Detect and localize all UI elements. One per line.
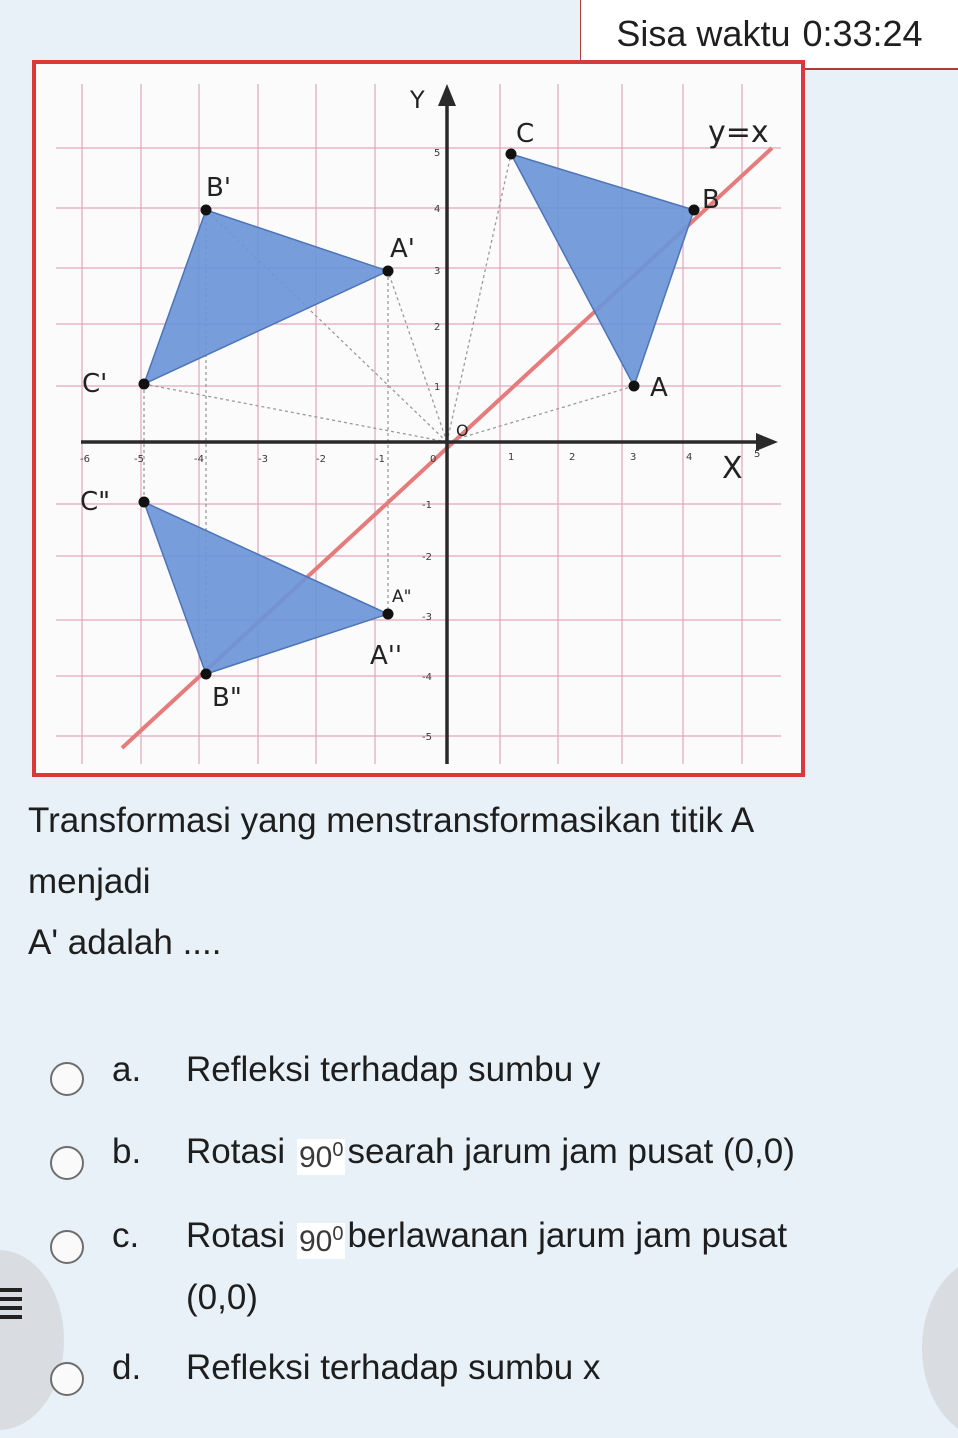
y-tick-label: -3 [422,612,432,623]
y-tick-label: -4 [422,672,432,683]
option-text [186,1216,787,1259]
point-label-c: C [516,119,535,149]
degree-value: $90^0$ [298,1139,344,1174]
x-tick-label: -4 [194,454,204,465]
x-tick-label: -1 [375,454,385,465]
question-figure [32,60,805,777]
point-label-b2: B" [212,683,242,713]
radio-option-a[interactable] [50,1062,84,1096]
x-tick-label: 1 [508,452,515,463]
option-letter: d. [112,1348,142,1387]
point-b [689,205,700,216]
option-text-pre: Rotasi [186,1132,286,1171]
x-tick-label: 0 [430,454,437,465]
option-letter: c. [112,1216,140,1255]
point-label-a2: A'' [370,641,403,671]
y-tick-label: 4 [434,204,441,215]
point-a2 [383,609,394,620]
point-label-a2-small: A" [392,587,412,607]
x-tick-label: -2 [316,454,326,465]
option-text [186,1132,795,1175]
option-letter: a. [112,1050,142,1089]
x-tick-label: 2 [569,452,576,463]
option-text-post: berlawanan jarum jam pusat [347,1216,788,1255]
option-c[interactable] [0,1208,958,1328]
option-d[interactable] [0,1340,958,1410]
y-tick-label: -1 [422,500,432,511]
point-label-a: A [650,373,668,403]
timer-label: Sisa waktu [616,13,791,54]
point-a1 [383,266,394,277]
x-tick-label: 4 [686,452,693,463]
radio-option-c[interactable] [50,1230,84,1264]
point-label-b1: B' [206,173,231,203]
x-tick-label: -5 [134,454,144,465]
x-tick-label: -6 [80,454,90,465]
y-tick-label: 1 [434,382,441,393]
point-a [629,381,640,392]
triangle-abc [511,154,694,386]
option-letter: b. [112,1132,142,1171]
x-axis-label: X [722,451,743,486]
axes [81,99,764,764]
option-text: Refleksi terhadap sumbu y [186,1050,601,1089]
y-axis-arrow [438,84,456,106]
y-tick-label: 5 [434,148,441,159]
timer-value: 0:33:24 [802,13,923,54]
y-tick-label: -5 [422,732,432,743]
grid [56,84,781,764]
x-tick-label: 5 [754,449,761,460]
question-line-3: A' adalah .... [28,923,222,962]
option-text: Refleksi terhadap sumbu x [186,1348,601,1387]
origin-label: O [456,421,469,440]
triangle-a2b2c2 [144,502,388,674]
x-tick-label: -3 [258,454,268,465]
triangle-a1b1c1 [144,210,388,384]
option-a[interactable] [0,1040,958,1110]
x-tick-label: 3 [630,452,637,463]
option-text-pre: Rotasi [186,1216,286,1255]
option-text-post: searah jarum jam pusat (0,0) [347,1132,795,1171]
point-c [506,149,517,160]
point-b2 [201,669,212,680]
y-tick-label: -2 [422,552,432,563]
point-label-a1: A' [390,234,415,264]
question-text [28,790,928,973]
point-c1 [139,379,150,390]
point-label-b: B [702,185,720,215]
degree-value: $90^0$ [298,1223,344,1258]
option-b[interactable] [0,1124,958,1194]
y-axis-label: Y [410,86,425,114]
option-text-line-2: (0,0) [186,1278,258,1317]
point-label-c2: C" [80,487,111,517]
question-line-1: Transformasi yang menstransformasikan titik A [28,801,755,840]
point-label-c1: C' [82,369,108,399]
radio-option-d[interactable] [50,1362,84,1396]
point-b1 [201,205,212,216]
point-c2 [139,497,150,508]
radio-option-b[interactable] [50,1146,84,1180]
line-label: y=x [708,115,769,150]
coordinate-diagram [36,64,801,773]
y-tick-label: 3 [434,266,441,277]
y-tick-label: 2 [434,322,441,333]
question-line-2: menjadi [28,862,151,901]
